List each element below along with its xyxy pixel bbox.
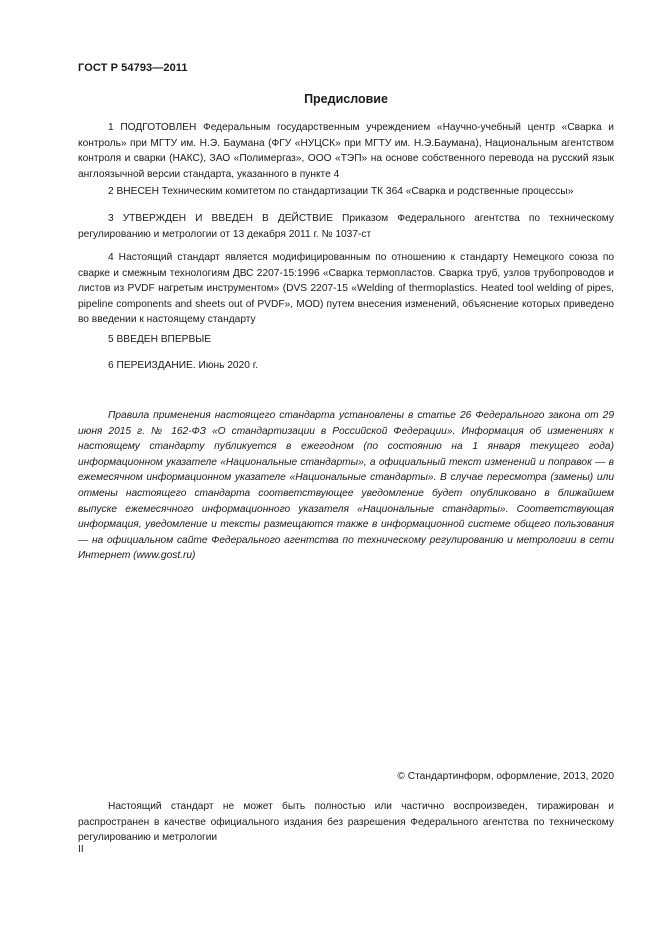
foreword-item-1-text: 1 ПОДГОТОВЛЕН Федеральным государственным учреждением «Научно-учебный центр «Сварка и контроль» при МГТУ им. Н.Э. Баумана (ФГУ «НУЦСК» при МГТУ им. Н.Э.Баумана), Национальным агентством контроля и сварки (НАКС), ЗАО «Полимергаз», ООО «ТЭП» на основе собственного перевода на русский язык англоязычной версии стандарта, указанного в пункте 4 [78, 122, 614, 180]
foreword-item-1 [78, 120, 614, 182]
foreword-item-2-text: 2 ВНЕСЕН Техническим комитетом по стандартизации ТК 364 «Сварка и родственные процессы» [108, 186, 574, 197]
copyright-line: © Стандартинформ, оформление, 2013, 2020 [397, 771, 614, 782]
foreword-item-6 [78, 358, 614, 374]
foreword-item-3 [78, 211, 614, 242]
foreword-item-5 [78, 332, 614, 348]
foreword-item-6-text: 6 ПЕРЕИЗДАНИЕ. Июнь 2020 г. [108, 360, 259, 371]
page-number: II [78, 844, 84, 855]
rules-of-application [78, 408, 614, 564]
reproduction-notice [78, 799, 614, 846]
page-title: Предисловие [304, 92, 388, 106]
foreword-item-5-text: 5 ВВЕДЕН ВПЕРВЫЕ [108, 334, 212, 345]
reproduction-notice-text: Настоящий стандарт не может быть полностью или частично воспроизведен, тиражирован и распространен в качестве официального издания без разрешения Федерального агентства по техническому регулированию и метрологии [78, 801, 614, 844]
foreword-item-3-text: 3 УТВЕРЖДЕН И ВВЕДЕН В ДЕЙСТВИЕ Приказом Федерального агентства по техническому регулированию и метрологии от 13 декабря 2011 г. № 1037-ст [78, 213, 614, 240]
standard-code: ГОСТ Р 54793—2011 [78, 62, 188, 74]
foreword-item-4-text: 4 Настоящий стандарт является модифицированным по отношению к стандарту Немецкого союза по сварке и смежным технологиям ДВС 2207-15:1996 «Сварка термопластов. Сварка труб, узлов трубопроводов и листов из PVDF нагретым инструментом» (DVS 2207-15 «Welding of thermoplastics. Heated tool welding of pipes, pipeline components and sheets out of PVDF», MOD) путем внесения изменений, объяснение которых приведено во введении к настоящему стандарту [78, 252, 614, 326]
foreword-item-4 [78, 250, 614, 328]
foreword-item-2 [78, 184, 614, 200]
rules-of-application-text: Правила применения настоящего стандарта установлены в статье 26 Федерального закона от 29 июня 2015 г. № 162-ФЗ «О стандартизации в Российской Федерации». Информация об изменениях к настоящему стандарту публикуется в ежегодном (по состоянию на 1 января текущего года) информационном указателе «Национальные стандарты», а официальный текст изменений и поправок — в ежемесячном информационном указателе «Национальные стандарты». В случае пересмотра (замены) или отмены настоящего стандарта соответствующее уведомление будет опубликовано в ближайшем выпуске ежемесячного информационного указателя «Национальные стандарты». Соответствующая информация, уведомление и тексты размещаются также в информационной системе общего пользования — на официальном сайте Федерального агентства по техническому регулированию и метрологии в сети Интернет (www.gost.ru) [78, 410, 614, 562]
